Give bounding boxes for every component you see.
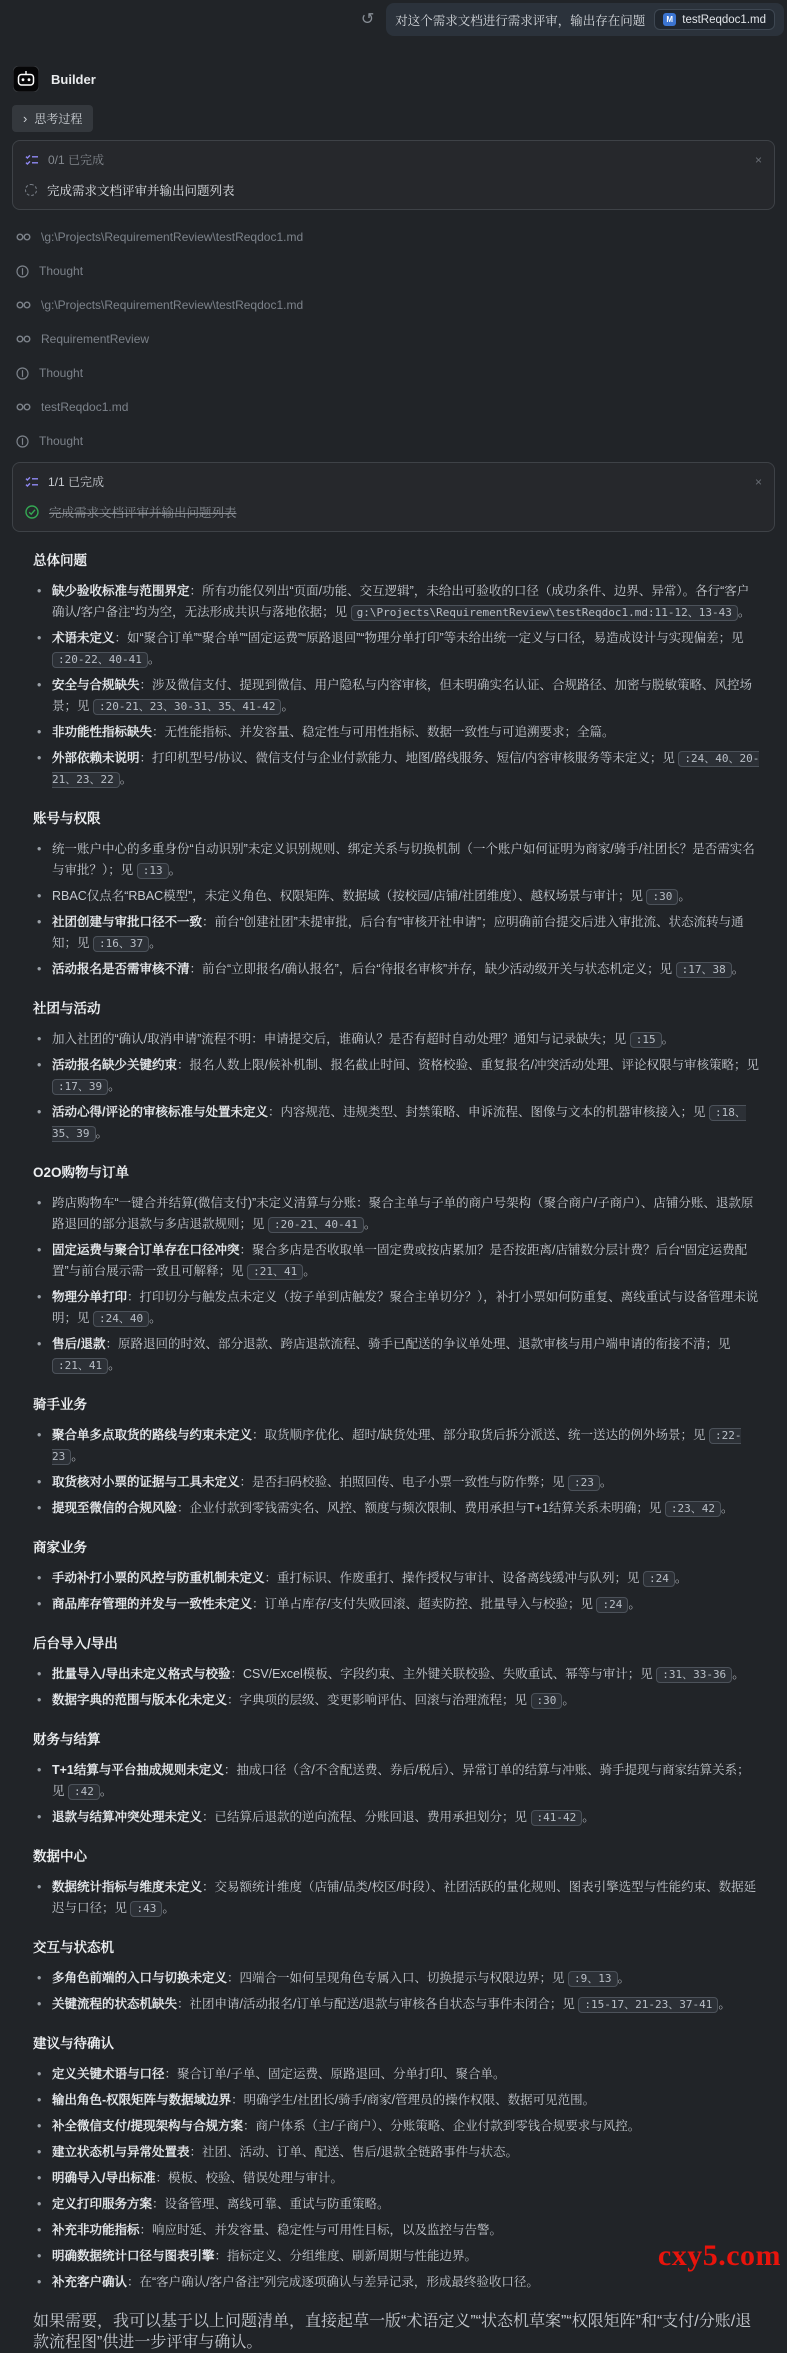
file-reference-chip: :42 — [68, 1784, 100, 1800]
issue-item: • 明确数据统计口径与图表引擎：指标定义、分组维度、刷新周期与性能边界。 — [33, 2246, 761, 2267]
file-reference-chip: :22-23 — [52, 1429, 742, 1463]
section-list — [33, 1760, 761, 1828]
issue-item: • 批量导入/导出未定义格式与校验：CSV/Excel模板、字段约束、主外键关联校验、失败重试、幂等与审计；见 :31、33-36 。 — [33, 1664, 761, 1685]
issue-lead: 明确导入/导出标准 — [52, 2171, 156, 2185]
file-reference-chip: :43 — [130, 1901, 162, 1917]
thought-icon — [16, 435, 29, 448]
tool-call-row[interactable] — [16, 230, 787, 244]
issue-item: • 术语未定义：如“聚合订单”“聚合单”“固定运费”“原路退回”“物理分单打印”等未给出统一定义与口径，易造成设计与实现偏差；见 :20-22、40-41 。 — [33, 628, 761, 670]
file-reference-chip: :20-21、23、30-31、35、41-42 — [93, 699, 281, 715]
file-reference-chip: :30 — [531, 1693, 563, 1709]
issue-item: • 补充客户确认：在“客户确认/客户备注”列完成逐项确认与差异记录，形成最终验收口径。 — [33, 2272, 761, 2293]
issue-lead: 安全与合规缺失 — [52, 678, 140, 692]
issue-item: • RBAC仅点名“RBAC模型”，未定义角色、权限矩阵、数据域（按校园/店铺/社团维度）、越权场景与审计；见 :30 。 — [33, 886, 761, 907]
section-list — [33, 581, 761, 790]
issue-item: • 安全与合规缺失：涉及微信支付、提现到微信、用户隐私与内容审核，但未明确实名认证、合规路径、加密与脱敏策略、风控场景；见 :20-21、23、30-31、35、41-42 。 — [33, 675, 761, 717]
issue-item: • 跨店购物车“一键合并结算(微信支付)”未定义清算与分账：聚合主单与子单的商户号架构（聚合商户/子商户）、店铺分账、退款原路退回的部分退款与多店退款规则；见 :20-21、40-41 。 — [33, 1193, 761, 1235]
issue-lead: 补全微信支付/提现架构与合规方案 — [52, 2119, 243, 2133]
section-list — [33, 2064, 761, 2293]
markdown-file-icon: M — [663, 13, 676, 26]
closing-paragraph: 如果需要，我可以基于以上问题清单，直接起草一版“术语定义”“状态机草案”“权限矩阵”和“支付/分账/退款流程图”供进一步评审与确认。 — [33, 2313, 752, 2351]
tool-call-label: testReqdoc1.md — [41, 400, 129, 414]
section-heading: 后台导入/导出 — [33, 1636, 118, 1651]
issue-lead: 商品库存管理的并发与一致性未定义 — [52, 1597, 253, 1611]
task-progress: 0/1 已完成 — [48, 153, 105, 167]
tool-call-label: Thought — [39, 366, 84, 380]
chevron-right-icon: › — [23, 111, 28, 126]
issue-lead: 取货核对小票的证据与工具未定义 — [52, 1475, 240, 1489]
section-list — [33, 1029, 761, 1144]
issue-item: • 补充非功能指标：响应时延、并发容量、稳定性与可用性目标，以及监控与告警。 — [33, 2220, 761, 2241]
close-icon[interactable]: × — [754, 474, 762, 489]
tool-call-row[interactable] — [16, 298, 787, 312]
section-heading: 总体问题 — [33, 553, 87, 568]
file-reference-chip: :9、13 — [568, 1971, 618, 1987]
issue-item: • 外部依赖未说明：打印机型号/协议、微信支付与企业付款能力、地图/路线服务、短信/内容审核服务等未定义；见 :24、40、20-21、23、22 。 — [33, 748, 761, 790]
task-text: 完成需求文档评审并输出问题列表 — [49, 506, 237, 520]
section-heading: 商家业务 — [33, 1540, 87, 1555]
file-reference-chip: :31、33-36 — [656, 1667, 732, 1683]
tool-call-label: Thought — [39, 434, 84, 448]
task-progress: 1/1 已完成 — [48, 475, 105, 489]
issue-item: • 活动报名是否需审核不清：前台“立即报名/确认报名”，后台“待报名审核”并存，缺少活动级开关与状态机定义；见 :17、38 。 — [33, 959, 761, 980]
watermark: cxy5.com — [657, 2239, 781, 2272]
agent-name: Builder — [51, 71, 96, 87]
issue-lead: 物理分单打印 — [52, 1290, 128, 1304]
issue-lead: 多角色前端的入口与切换未定义 — [52, 1971, 228, 1985]
issue-item: • 售后/退款：原路退回的时效、部分退款、跨店退款流程、骑手已配送的争议单处理、退款审核与用户端申请的衔接不清；见 :21、41 。 — [33, 1334, 761, 1376]
section-list — [33, 1193, 761, 1376]
issue-item: • 定义关键术语与口径：聚合订单/子单、固定运费、原路退回、分单打印、聚合单。 — [33, 2064, 761, 2085]
issue-item: • 非功能性指标缺失：无性能指标、并发容量、稳定性与可用性指标、数据一致性与可追溯要求；全篇。 — [33, 722, 761, 743]
issue-item: • 固定运费与聚合订单存在口径冲突：聚合多店是否收取单一固定费或按店累加？是否按距离/店铺数分层计费？后台“固定运费配置”与前台展示需一致且可解释；见 :21、41 。 — [33, 1240, 761, 1282]
issue-item: • 聚合单多点取货的路线与约束未定义：取货顺序优化、超时/缺货处理、部分取货后拆分派送、统一送达的例外场景；见 :22-23 。 — [33, 1425, 761, 1467]
issue-item: • 定义打印服务方案：设备管理、离线可靠、重试与防重策略。 — [33, 2194, 761, 2215]
task-card-pending — [12, 140, 775, 210]
user-message-text: 对这个需求文档进行需求评审，输出存在问题 — [395, 13, 646, 28]
link-icon — [16, 334, 31, 344]
issue-lead: 聚合单多点取货的路线与约束未定义 — [52, 1428, 253, 1442]
tool-call-label: RequirementReview — [41, 332, 150, 346]
file-reference-chip: :18、35、39 — [52, 1106, 746, 1140]
issue-lead: 提现至微信的合规风险 — [52, 1501, 178, 1515]
link-icon — [16, 232, 31, 242]
tool-call-label: Thought — [39, 264, 84, 278]
tool-call-row[interactable] — [16, 332, 787, 346]
undo-icon[interactable]: ↺ — [360, 10, 375, 28]
issue-item: • 加入社团的“确认/取消申请”流程不明：申请提交后，谁确认？是否有超时自动处理？通知与记录缺失；见 :15 。 — [33, 1029, 761, 1050]
tool-rows — [0, 230, 787, 448]
issue-item: • 商品库存管理的并发与一致性未定义：订单占库存/支付失败回滚、超卖防控、批量导入与校验；见 :24 。 — [33, 1594, 761, 1615]
file-reference-chip: :15-17、21-23、37-41 — [578, 1997, 718, 2013]
tool-call-row[interactable] — [16, 264, 787, 278]
section-heading: 财务与结算 — [33, 1732, 101, 1747]
issue-lead: 售后/退款 — [52, 1337, 106, 1351]
thinking-process-label: 思考过程 — [34, 112, 83, 126]
issue-lead: 建立状态机与异常处置表 — [52, 2145, 190, 2159]
issue-lead: 活动心得/评论的审核标准与处置未定义 — [52, 1105, 268, 1119]
file-reference-chip: :24、40、20-21、23、22 — [52, 752, 760, 786]
attachment-name: testReqdoc1.md — [682, 13, 766, 26]
file-reference-chip: :30 — [646, 889, 678, 905]
issue-item: • 建立状态机与异常处置表：社团、活动、订单、配送、售后/退款全链路事件与状态。 — [33, 2142, 761, 2163]
issue-lead: 缺少验收标准与范围界定 — [52, 584, 190, 598]
issue-item: • 关键流程的状态机缺失：社团申请/活动报名/订单与配送/退款与审核各自状态与事件未闭合；见 :15-17、21-23、37-41 。 — [33, 1994, 761, 2015]
issue-item: • 数据统计指标与维度未定义：交易额统计维度（店铺/品类/校区/时段）、社团活跃的量化规则、图表引擎选型与性能约束、数据延迟与口径；见 :43 。 — [33, 1877, 761, 1919]
tool-call-row[interactable] — [16, 434, 787, 448]
file-reference-chip: :41-42 — [531, 1810, 583, 1826]
checklist-icon — [25, 154, 39, 166]
agent-header — [13, 66, 787, 92]
section-list — [33, 839, 761, 980]
section-list — [33, 1968, 761, 2015]
file-reference-chip: :23、42 — [665, 1501, 721, 1517]
issue-lead: 批量导入/导出未定义格式与校验 — [52, 1667, 231, 1681]
thought-icon — [16, 367, 29, 380]
thinking-process-toggle[interactable] — [12, 105, 93, 132]
task-text: 完成需求文档评审并输出问题列表 — [47, 184, 235, 198]
issue-lead: 定义关键术语与口径 — [52, 2067, 165, 2081]
issue-lead: 活动报名是否需审核不清 — [52, 962, 190, 976]
file-reference-chip: :21、41 — [247, 1264, 303, 1280]
tool-call-row[interactable] — [16, 366, 787, 380]
file-reference-chip: :24 — [643, 1571, 675, 1587]
issue-lead: 补充客户确认 — [52, 2275, 128, 2289]
check-circle-icon — [25, 505, 39, 519]
issue-lead: 明确数据统计口径与图表引擎 — [52, 2249, 215, 2263]
builder-robot-icon — [13, 66, 39, 92]
issue-lead: 关键流程的状态机缺失 — [52, 1997, 178, 2011]
issue-item: • 输出角色-权限矩阵与数据域边界：明确学生/社团长/骑手/商家/管理员的操作权限、数据可见范围。 — [33, 2090, 761, 2111]
issue-lead: 活动报名缺少关键约束 — [52, 1058, 178, 1072]
issue-item: • 统一账户中心的多重身份“自动识别”未定义识别规则、绑定关系与切换机制（一个账户如何证明为商家/骑手/社团长？是否需实名与审批？）；见 :13 。 — [33, 839, 761, 881]
link-icon — [16, 300, 31, 310]
task-row — [25, 181, 762, 199]
file-reference-chip: :20-21、40-41 — [268, 1217, 364, 1233]
issue-lead: 数据字典的范围与版本化未定义 — [52, 1693, 228, 1707]
section-heading: 社团与活动 — [33, 1001, 101, 1016]
report — [33, 552, 761, 2293]
file-reference-chip: :20-22、40-41 — [52, 652, 148, 668]
issue-item: • 缺少验收标准与范围界定：所有功能仅列出“页面/功能、交互逻辑”，未给出可验收的口径（成功条件、边界、异常）。各行“客户确认/客户备注”均为空，无法形成共识与落地依据；见 g:\Projects\RequirementReview\testReqdoc1.md:11-12、13-43 。 — [33, 581, 761, 623]
section-heading: O2O购物与订单 — [33, 1165, 130, 1180]
issue-item: • 退款与结算冲突处理未定义：已结算后退款的逆向流程、分账回退、费用承担划分；见 :41-42 。 — [33, 1807, 761, 1828]
tool-call-label: \g:\Projects\RequirementReview\testReqdoc1.md — [41, 298, 304, 312]
section-heading: 建议与待确认 — [33, 2036, 114, 2051]
section-list — [33, 1568, 761, 1615]
file-reference-chip: :16、37 — [93, 936, 149, 952]
link-icon — [16, 402, 31, 412]
section-heading: 骑手业务 — [33, 1397, 87, 1412]
issue-item: • 数据字典的范围与版本化未定义：字典项的层级、变更影响评估、回滚与治理流程；见 :30 。 — [33, 1690, 761, 1711]
section-heading: 数据中心 — [33, 1849, 87, 1864]
issue-lead: 固定运费与聚合订单存在口径冲突 — [52, 1243, 240, 1257]
checklist-icon — [25, 476, 39, 488]
section-list — [33, 1425, 761, 1519]
issue-lead: 外部依赖未说明 — [52, 751, 140, 765]
issue-lead: 定义打印服务方案 — [52, 2197, 153, 2211]
task-card-done — [12, 462, 775, 532]
issue-lead: 补充非功能指标 — [52, 2223, 140, 2237]
issue-lead: 社团创建与审批口径不一致 — [52, 915, 203, 929]
issue-item: • 多角色前端的入口与切换未定义：四端合一如何呈现角色专属入口、切换提示与权限边界；见 :9、13 。 — [33, 1968, 761, 1989]
issue-lead: T+1结算与平台抽成规则未定义 — [52, 1763, 224, 1777]
task-card-header — [25, 151, 762, 168]
section-heading: 账号与权限 — [33, 811, 101, 826]
issue-lead: 手动补打小票的风控与防重机制未定义 — [52, 1571, 265, 1585]
close-icon[interactable]: × — [754, 152, 762, 167]
issue-lead: 非功能性指标缺失 — [52, 725, 153, 739]
issue-item: • 明确导入/导出标准：模板、校验、错误处理与审计。 — [33, 2168, 761, 2189]
issue-lead: 数据统计指标与维度未定义 — [52, 1880, 203, 1894]
section-list — [33, 1877, 761, 1919]
user-message-bubble — [386, 3, 784, 36]
issue-lead: 输出角色-权限矩阵与数据域边界 — [52, 2093, 232, 2107]
user-message-row — [0, 0, 787, 36]
file-reference-chip: :17、39 — [52, 1079, 108, 1095]
section-heading: 交互与状态机 — [33, 1940, 114, 1955]
issue-item: • 取货核对小票的证据与工具未定义：是否扫码校验、拍照回传、电子小票一致性与防作弊；见 :23 。 — [33, 1472, 761, 1493]
file-reference-chip: :24、40 — [93, 1311, 149, 1327]
issue-item: • 活动心得/评论的审核标准与处置未定义：内容规范、违规类型、封禁策略、申诉流程、图像与文本的机器审核接入；见 :18、35、39 。 — [33, 1102, 761, 1144]
issue-item: • 补全微信支付/提现架构与合规方案：商户体系（主/子商户）、分账策略、企业付款到零钱合规要求与风控。 — [33, 2116, 761, 2137]
file-reference-chip: :15 — [630, 1032, 662, 1048]
tool-call-row[interactable] — [16, 400, 787, 414]
issue-item: • T+1结算与平台抽成规则未定义：抽成口径（含/不含配送费、券后/税后）、异常订单的结算与冲账、骑手提现与商家结算关系；见 :42 。 — [33, 1760, 761, 1802]
issue-item: • 活动报名缺少关键约束：报名人数上限/候补机制、报名截止时间、资格校验、重复报名/冲突活动处理、评论权限与审核策略；见 :17、39 。 — [33, 1055, 761, 1097]
issue-item: • 提现至微信的合规风险：企业付款到零钱需实名、风控、额度与频次限制、费用承担与T+1结算关系未明确；见 :23、42 。 — [33, 1498, 761, 1519]
spinner-icon — [25, 184, 37, 196]
task-row — [25, 503, 762, 521]
issue-item: • 物理分单打印：打印切分与触发点未定义（按子单到店触发？聚合主单切分？），补打小票如何防重复、离线重试与设备管理未说明；见 :24、40 。 — [33, 1287, 761, 1329]
tool-call-label: \g:\Projects\RequirementReview\testReqdoc1.md — [41, 230, 304, 244]
file-reference-chip: :13 — [137, 863, 169, 879]
file-reference-chip: :17、38 — [676, 962, 732, 978]
file-reference-chip: :21、41 — [52, 1358, 108, 1374]
attachment-chip[interactable] — [654, 9, 775, 30]
file-reference-chip: :24 — [596, 1597, 628, 1613]
section-list — [33, 1664, 761, 1711]
file-reference-chip: g:\Projects\RequirementReview\testReqdoc1.md:11-12、13-43 — [351, 605, 738, 621]
thought-icon — [16, 265, 29, 278]
issue-lead: 术语未定义 — [52, 631, 115, 645]
file-reference-chip: :23 — [568, 1475, 600, 1491]
task-card-header — [25, 473, 762, 490]
issue-lead: 退款与结算冲突处理未定义 — [52, 1810, 203, 1824]
issue-item: • 手动补打小票的风控与防重机制未定义：重打标识、作废重打、操作授权与审计、设备离线缓冲与队列；见 :24 。 — [33, 1568, 761, 1589]
issue-item: • 社团创建与审批口径不一致：前台“创建社团”未提审批，后台有“审核开社申请”；应明确前台提交后进入审批流、状态流转与通知；见 :16、37 。 — [33, 912, 761, 954]
